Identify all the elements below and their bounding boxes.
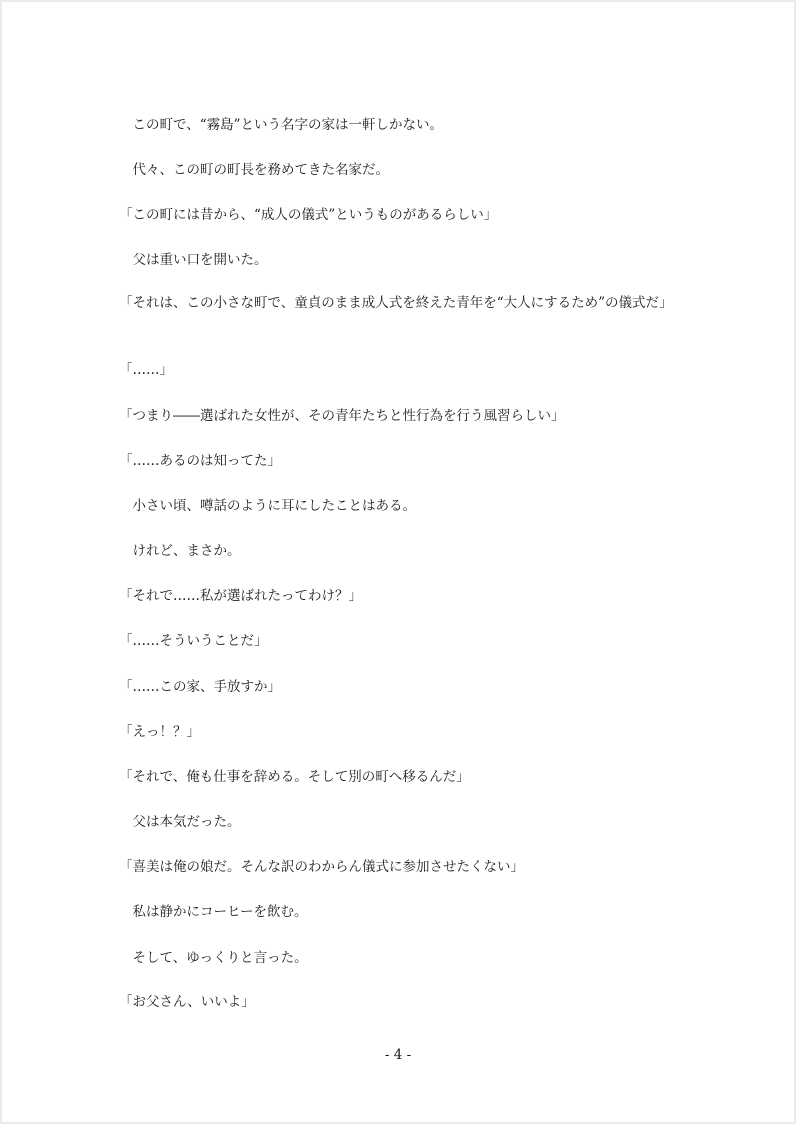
body-text [2, 2, 794, 1122]
paragraph: 「……この家、手放すか」 [119, 679, 281, 695]
paragraph: 「つまり――選ばれた女性が、その青年たちと性行為を行う風習らしい」 [119, 408, 565, 424]
document-page [2, 2, 794, 1122]
paragraph: 「お父さん、いいよ」 [119, 994, 255, 1010]
paragraph: 「喜美は俺の娘だ。そんな訳のわからん儀式に参加させたくない」 [119, 859, 524, 875]
paragraph: 「それは、この小さな町で、童貞のまま成人式を終えた青年を“大人にするため”の儀式だ」 [119, 295, 673, 311]
paragraph: 父は重い口を開いた。 [119, 252, 268, 268]
paragraph: 「それで……私が選ばれたってわけ？」 [119, 588, 362, 604]
paragraph: 代々、この町の町長を務めてきた名家だ。 [119, 162, 389, 178]
page-number: - 4 - [384, 1047, 412, 1063]
paragraph: 私は静かにコーヒーを飲む。 [119, 904, 308, 920]
paragraph: 「……あるのは知ってた」 [119, 453, 281, 469]
paragraph: 「えっ！？」 [119, 724, 200, 740]
paragraph: 父は本気だった。 [119, 814, 241, 830]
paragraph: けれど、まさか。 [119, 543, 241, 559]
paragraph: 「この町には昔から、“成人の儀式”というものがあるらしい」 [119, 207, 498, 223]
paragraph: この町で、“霧島”という名字の家は一軒しかない。 [119, 117, 444, 133]
paragraph: そして、ゆっくりと言った。 [119, 950, 308, 966]
paragraph: 「……そういうことだ」 [119, 633, 268, 649]
paragraph: 小さい頃、噂話のように耳にしたことはある。 [119, 498, 416, 514]
paragraph: 「それで、俺も仕事を辞める。そして別の町へ移るんだ」 [119, 769, 470, 785]
paragraph: 「……」 [119, 362, 173, 378]
